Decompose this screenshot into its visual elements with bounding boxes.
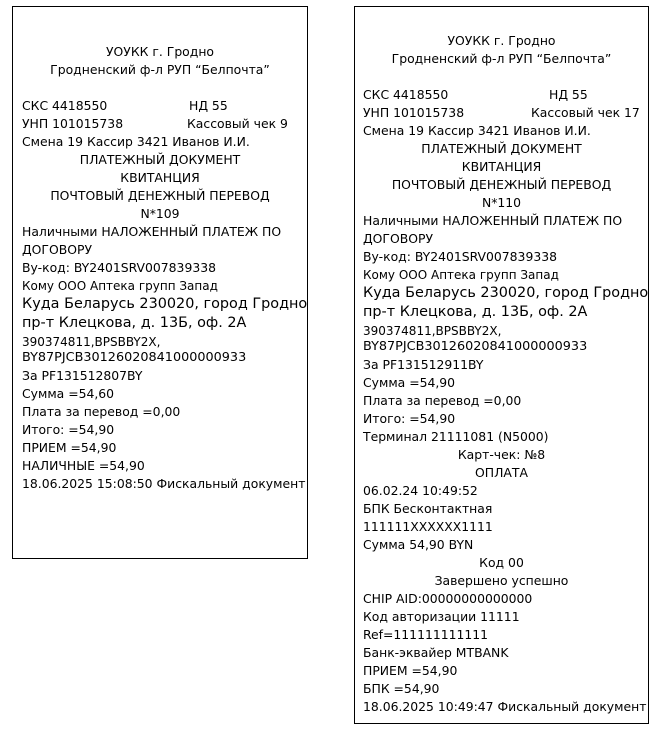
shift-cashier: Смена 19 Кассир 3421 Иванов И.И. [22,134,250,149]
total: Итого: =54,90 [22,422,115,437]
org-name: УОУКК г. Гродно [447,33,556,48]
ref-number: Ref=111111111111 [363,627,489,642]
sum: Сумма =54,60 [22,386,115,401]
unp: УНП 101015738 [363,105,465,120]
card-check: Карт-чек: №8 [457,447,546,462]
response-code: Код 00 [479,555,524,570]
status-text: Завершено успешно [434,573,569,588]
address-line-2: пр-т Клецкова, д. 13Б, оф. 2А [22,315,247,331]
received: ПРИЕМ =54,90 [363,663,458,678]
bank-details-2: BY87PJCB30126020841000000933 [363,339,588,354]
card-type: БПК Бесконтактная [363,501,493,516]
check-number: Кассовый чек 9 [187,116,288,131]
doc-type: ПЛАТЕЖНЫЙ ДОКУМЕНТ [79,152,241,167]
branch-name: Гродненский ф-л РУП “Белпочта” [50,62,270,77]
fiscal-doc: 18.06.2025 10:49:47 Фискальный документ [363,699,647,714]
doc-type: ПЛАТЕЖНЫЙ ДОКУМЕНТ [421,141,582,156]
payment-desc-1: Наличными НАЛОЖЕННЫЙ ПЛАТЕЖ ПО [363,213,623,228]
sks: СКС 4418550 [363,87,449,102]
receipt-left [12,6,308,559]
by-code: By-код: BY2401SRV007839338 [363,249,557,264]
cash-amount: НАЛИЧНЫЕ =54,90 [22,458,145,473]
org-name: УОУКК г. Гродно [105,44,215,59]
transfer-fee: Плата за перевод =0,00 [22,404,181,419]
bank-details-1: 390374811,BPSBBY2X, [22,335,161,349]
payment-desc-2: ДОГОВОРУ [22,242,93,257]
check-number: Кассовый чек 17 [531,105,640,120]
sks: СКС 4418550 [22,98,108,113]
doc-number: N*110 [481,195,522,210]
recipient: Кому ООО Аптека групп Запад [363,268,559,282]
kvitancia: КВИТАНЦИЯ [120,170,200,185]
address-line-2: пр-т Клецкова, д. 13Б, оф. 2А [363,304,588,320]
fiscal-doc: 18.06.2025 15:08:50 Фискальный документ [22,476,306,491]
chip-aid: CHIP AID:00000000000000 [363,591,533,606]
nd: НД 55 [189,98,228,113]
payment-datetime: 06.02.24 10:49:52 [363,483,478,498]
payment-desc-2: ДОГОВОРУ [363,231,434,246]
card-sum: Сумма 54,90 BYN [363,537,474,552]
card-number: 111111XXXXXX1111 [363,519,493,534]
shift-cashier: Смена 19 Кассир 3421 Иванов И.И. [363,123,591,138]
transfer-fee: Плата за перевод =0,00 [363,393,522,408]
receipt-right [354,6,649,724]
bank-details-2: BY87PJCB30126020841000000933 [22,350,247,365]
address-line-1: Куда Беларусь 230020, город Гродно [22,296,308,312]
payment-heading: ОПЛАТА [475,465,528,480]
total: Итого: =54,90 [363,411,456,426]
bank-details-1: 390374811,BPSBBY2X, [363,324,502,338]
acquirer-bank: Банк-эквайер MTBANK [363,645,509,660]
auth-code: Код авторизации 11111 [363,609,520,624]
payment-desc-1: Наличными НАЛОЖЕННЫЙ ПЛАТЕЖ ПО [22,224,282,239]
nd: НД 55 [549,87,588,102]
recipient: Кому ООО Аптека групп Запад [22,279,218,293]
payment-for: За PF131512807BY [22,368,143,383]
bpk-amount: БПК =54,90 [363,681,440,696]
unp: УНП 101015738 [22,116,124,131]
received: ПРИЕМ =54,90 [22,440,117,455]
payment-for: За PF131512911BY [363,357,484,372]
transfer-type: ПОЧТОВЫЙ ДЕНЕЖНЫЙ ПЕРЕВОД [50,188,270,203]
branch-name: Гродненский ф-л РУП “Белпочта” [391,51,612,66]
address-line-1: Куда Беларусь 230020, город Гродно [363,285,649,301]
doc-number: N*109 [140,206,180,221]
kvitancia: КВИТАНЦИЯ [461,159,542,174]
transfer-type: ПОЧТОВЫЙ ДЕНЕЖНЫЙ ПЕРЕВОД [391,177,612,192]
by-code: By-код: BY2401SRV007839338 [22,260,216,275]
sum: Сумма =54,90 [363,375,456,390]
terminal: Терминал 21111081 (N5000) [363,429,549,444]
